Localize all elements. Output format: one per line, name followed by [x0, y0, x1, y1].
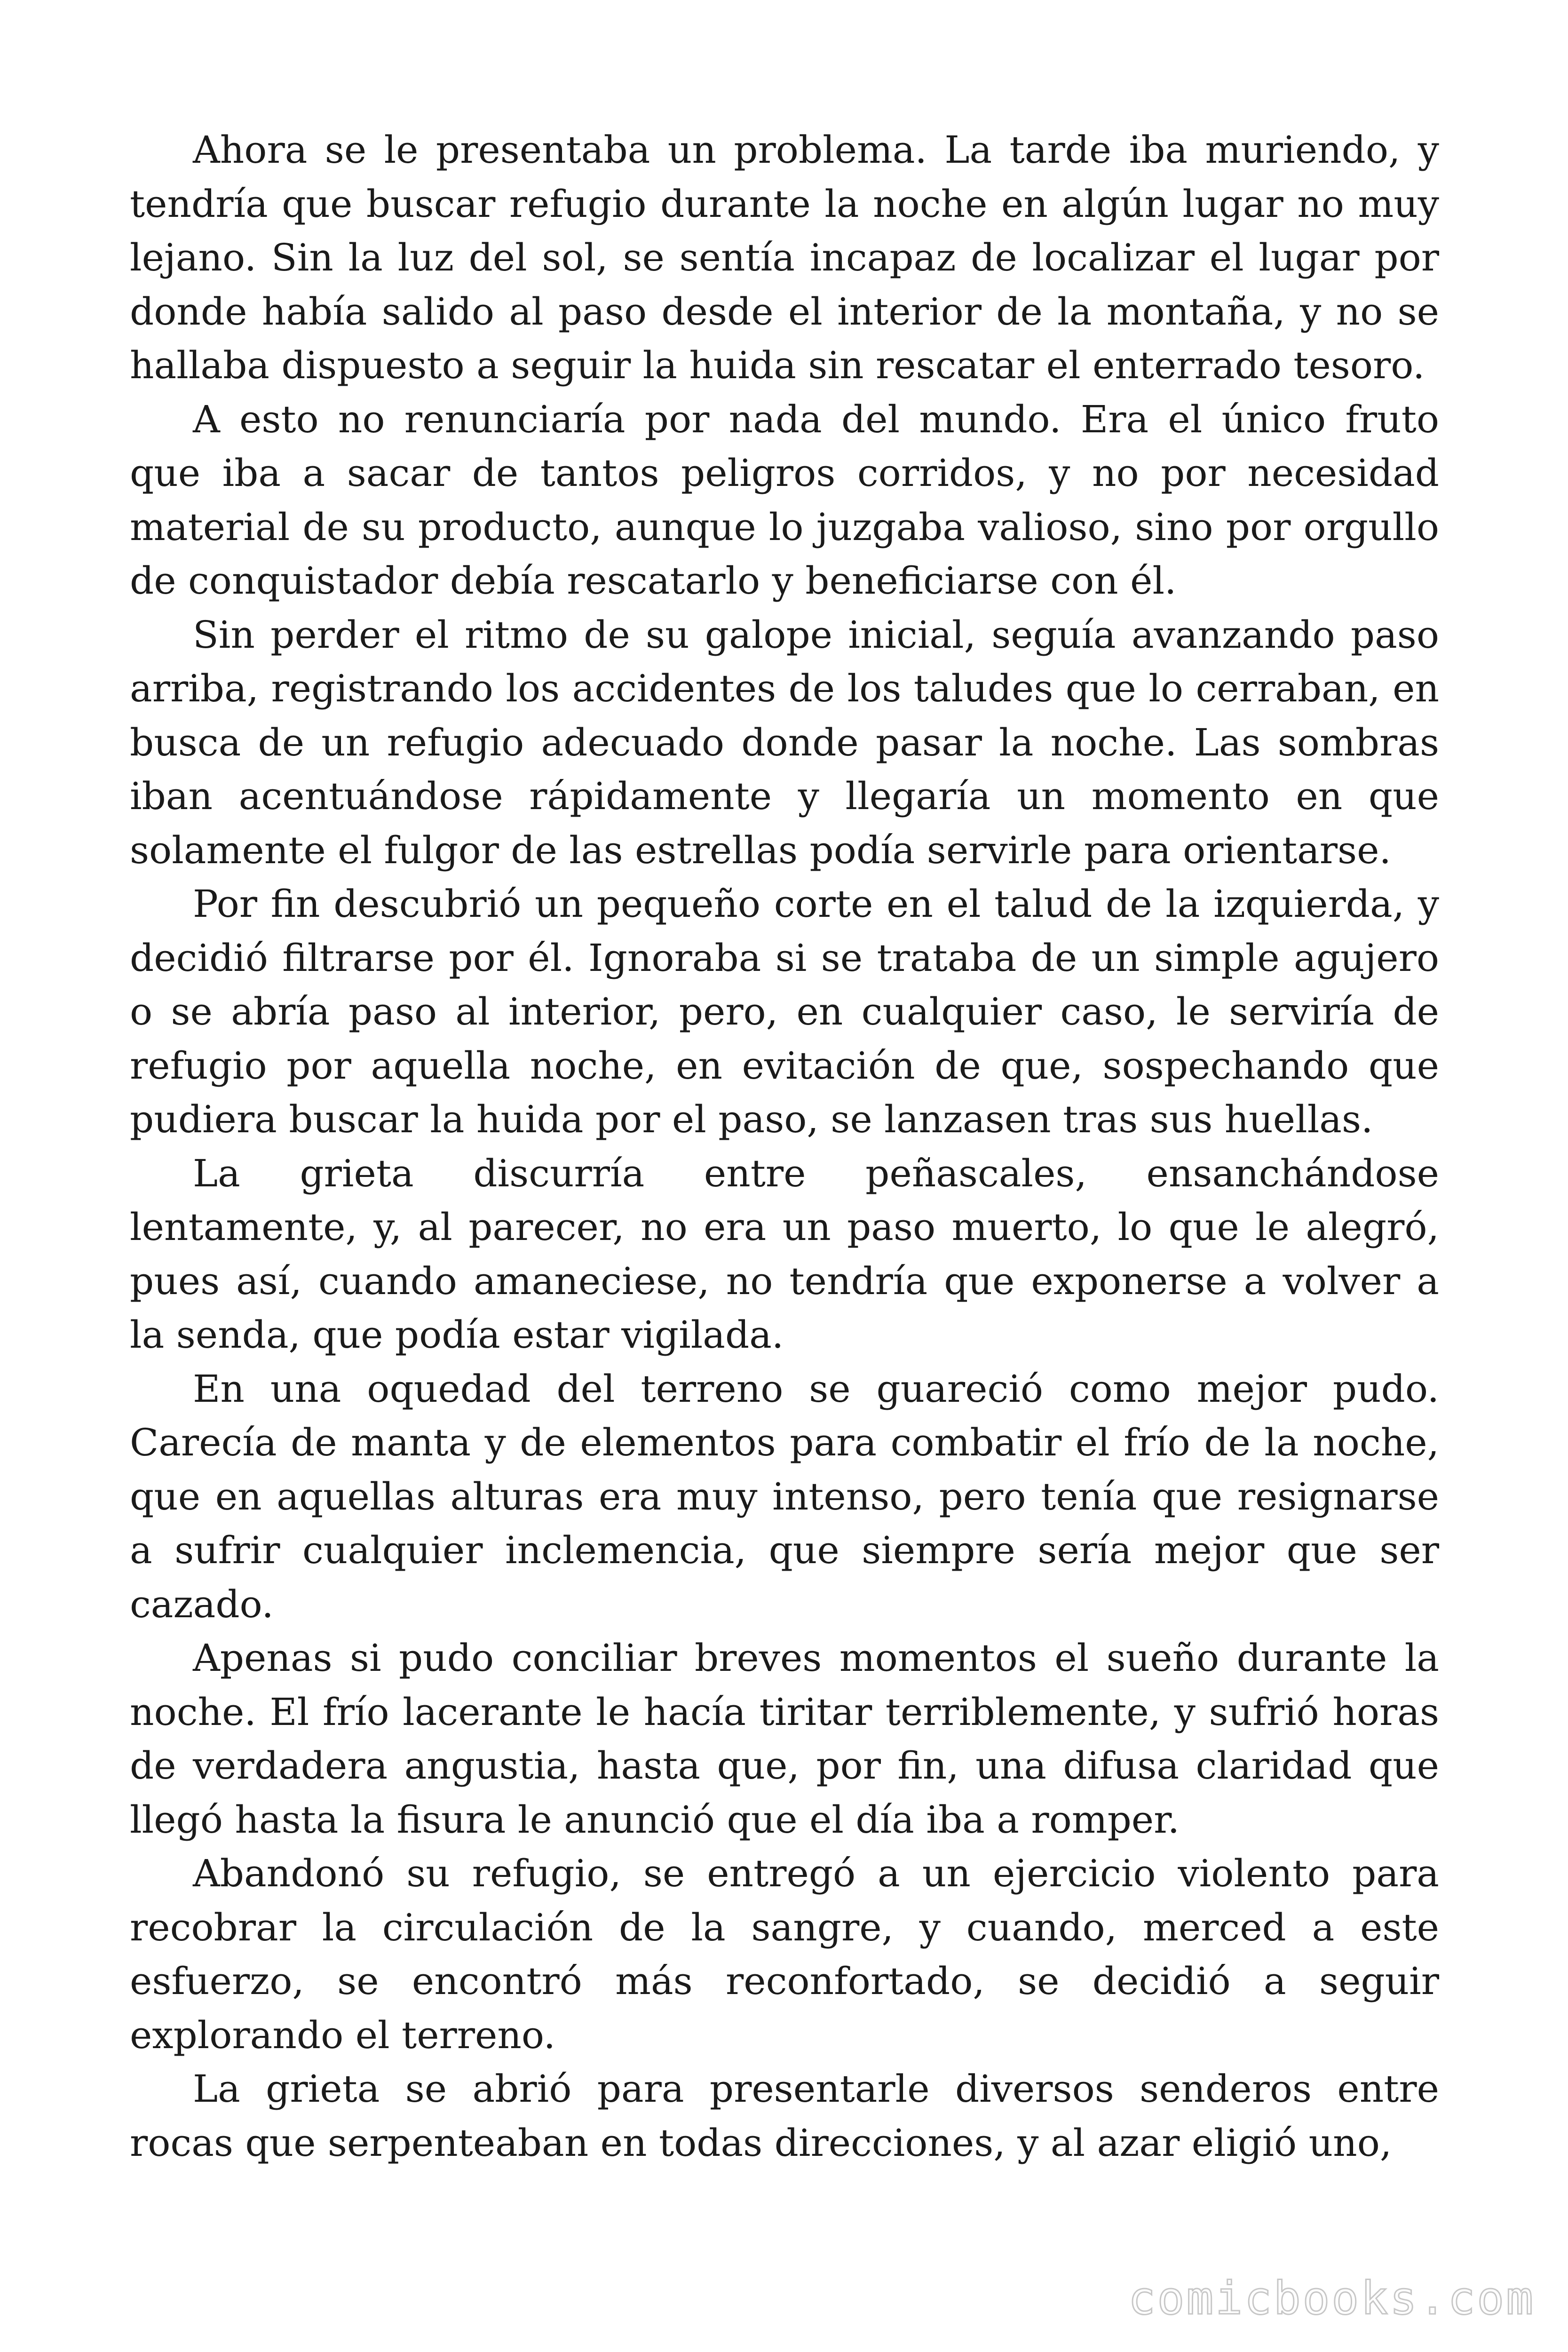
- paragraph-9: La grieta se abrió para presentarle diversos senderos entre rocas que serpenteaban en todas direcciones, y al azar eligió uno,: [130, 2067, 1439, 2165]
- paragraph-8: Abandonó su refugio, se entregó a un ejercicio violento para recobrar la circulación de la sangre, y cuando, merced a este esfuerzo, se encontró más reconfortado, se decidió a seguir explorando el terreno.: [130, 1851, 1439, 2057]
- paragraph-5: La grieta discurría entre peñascales, ensanchándose lentamente, y, al parecer, no era un paso muerto, lo que le alegró, pues así, cuando amaneciese, no tendría que exponerse a volver a la senda, que podía estar vigilada.: [130, 1151, 1439, 1357]
- body-text: [130, 123, 1439, 2170]
- paragraph-1: Ahora se le presentaba un problema. La tarde iba muriendo, y tendría que buscar refugio durante la noche en algún lugar no muy lejano. Sin la luz del sol, se sentía incapaz de localizar el lugar por donde había salido al paso desde el interior de la montaña, y no se hallaba dispuesto a seguir la huida sin rescatar el enterrado tesoro.: [130, 128, 1439, 387]
- paragraph-7: Apenas si pudo conciliar breves momentos el sueño durante la noche. El frío lacerante le hacía tiritar terriblemente, y sufrió horas de verdadera angustia, hasta que, por fin, una difusa claridad que llegó hasta la fisura le anunció que el día iba a romper.: [130, 1636, 1439, 1842]
- paragraph-6: En una oquedad del terreno se guareció como mejor pudo. Carecía de manta y de elementos para combatir el frío de la noche, que en aquellas alturas era muy intenso, pero tenía que resignarse a sufrir cualquier inclemencia, que siempre sería mejor que ser cazado.: [130, 1367, 1439, 1626]
- paragraph-4: Por fin descubrió un pequeño corte en el talud de la izquierda, y decidió filtrarse por él. Ignoraba si se trataba de un simple agujero o se abría paso al interior, pero, en cualquier caso, le serviría de refugio por aquella noche, en evitación de que, sospechando que pudiera buscar la huida por el paso, se lanzasen tras sus huellas.: [130, 882, 1439, 1141]
- paragraph-3: Sin perder el ritmo de su galope inicial, seguía avanzando paso arriba, registrando los accidentes de los taludes que lo cerraban, en busca de un refugio adecuado donde pasar la noche. Las sombras iban acentuándose rápidamente y llegaría un momento en que solamente el fulgor de las estrellas podía servirle para orientarse.: [130, 612, 1439, 872]
- watermark: comicbooks.com: [1128, 2272, 1535, 2325]
- paragraph-2: A esto no renunciaría por nada del mundo. Era el único fruto que iba a sacar de tantos peligros corridos, y no por necesidad material de su producto, aunque lo juzgaba valioso, sino por orgullo de conquistador debía rescatarlo y beneficiarse con él.: [130, 397, 1439, 603]
